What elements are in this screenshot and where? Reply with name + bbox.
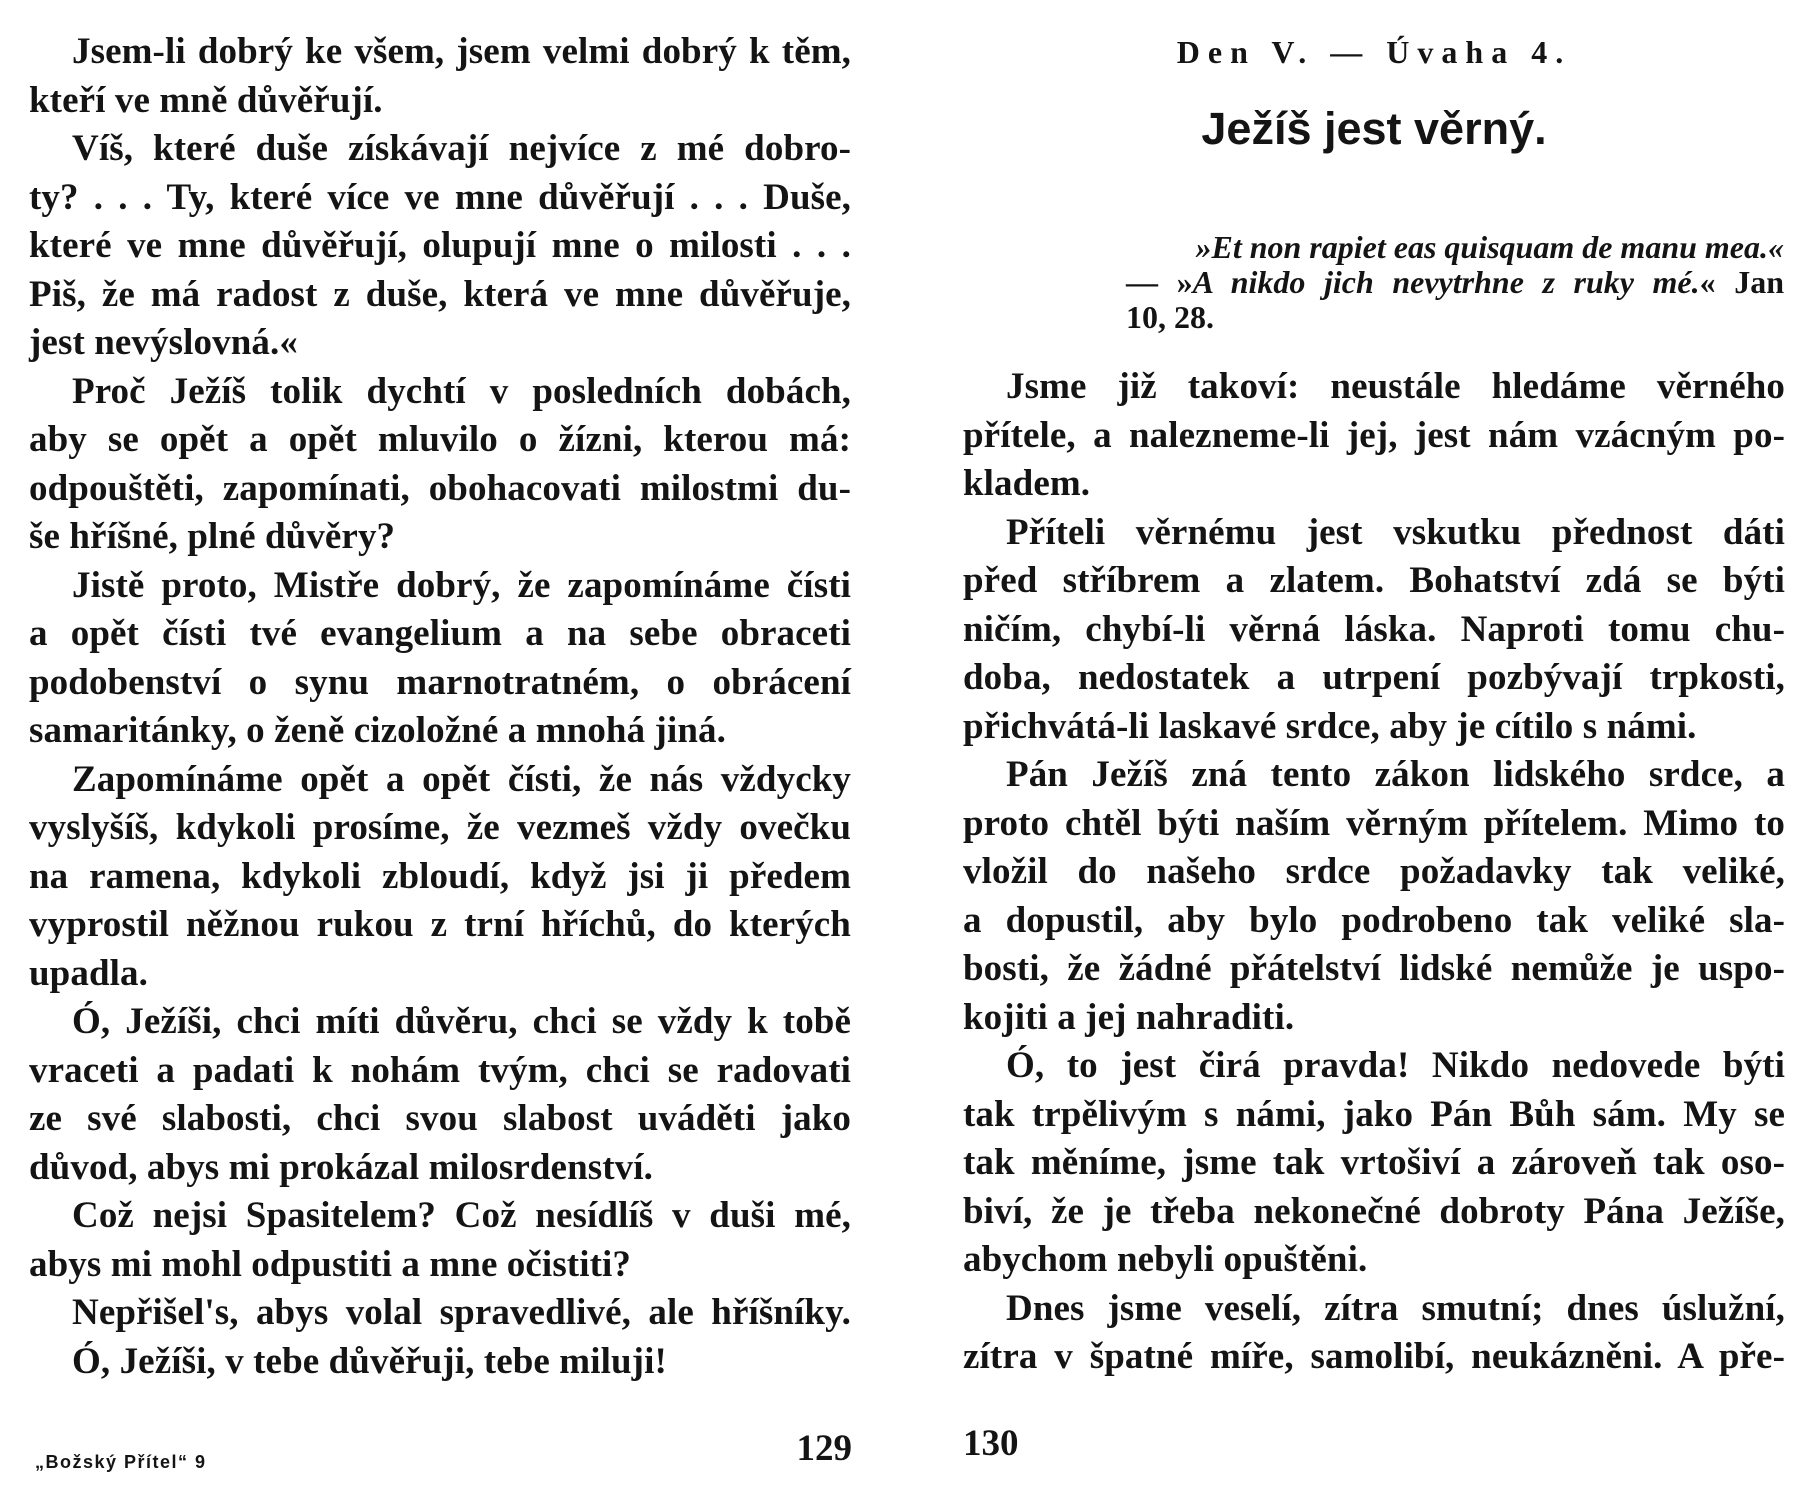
epigraph-czech-line — [1126, 265, 1784, 300]
text-line: které ve mne důvěřují, olupují mne o milosti . . . — [29, 225, 851, 266]
text-line: vyslyšíš, kdykoli prosíme, že vezmeš vždy ovečku — [29, 807, 851, 848]
text-line: še hříšné, plné důvěry? — [29, 516, 396, 557]
text-line: tak trpělivým s námi, jako Pán Bůh sám. My se — [963, 1093, 1785, 1135]
text-line: a dopustil, aby bylo podrobeno tak veliké sla- — [963, 899, 1785, 941]
text-line: bosti, že žádné přátelství lidské nemůže je uspo- — [963, 948, 1785, 989]
text-line: aby se opět a opět mluvilo o žízni, kterou má: — [29, 419, 851, 460]
text-line: Jsme již takoví: neustále hledáme věrného — [1006, 366, 1785, 407]
text-line: proto chtěl býti naším věrným přítelem. Mimo to — [963, 802, 1785, 844]
text-line: Pán Ježíš zná tento zákon lidského srdce, a — [1006, 754, 1785, 795]
epigraph-latin: »Et non rapiet eas quisquam de manu mea.« — [1195, 229, 1784, 265]
text-line: před stříbrem a zlatem. Bohatství zdá se býti — [963, 560, 1785, 601]
text-line: Ó, Ježíši, chci míti důvěru, chci se vždy k tobě — [72, 1001, 851, 1042]
text-line: Což nejsi Spasitelem? Což nesídlíš v duši mé, — [72, 1195, 851, 1236]
text-line: Nepřišel's, abys volal spravedlivé, ale hříšníky. — [72, 1292, 851, 1333]
text-line: ničím, chybí-li věrná láska. Naproti tomu chu- — [963, 608, 1785, 650]
text-line: doba, nedostatek a utrpení pozbývají trpkosti, — [963, 657, 1785, 698]
text-line: na ramena, kdykoli zbloudí, když jsi ji předem — [29, 855, 851, 897]
epigraph — [1126, 230, 1784, 335]
text-line: Jistě proto, Mistře dobrý, že zapomínáme čísti — [72, 564, 851, 606]
text-line: Piš, že má radost z duše, která ve mne důvěřuje, — [29, 273, 851, 315]
text-line: abys mi mohl odpustiti a mne očistiti? — [29, 1243, 632, 1285]
text-line: Jsem-li dobrý ke všem, jsem velmi dobrý k těm, — [72, 31, 851, 72]
text-line: Proč Ježíš tolik dychtí v posledních dobách, — [72, 370, 851, 412]
left-page — [0, 0, 900, 1500]
left-page-text — [29, 28, 851, 1386]
text-line: vyprostil něžnou rukou z trní hříchů, do kterých — [29, 904, 851, 945]
text-line: a opět čísti tvé evangelium a na sebe obraceti — [29, 613, 851, 654]
text-line: kojiti a jej nahraditi. — [963, 996, 1295, 1038]
epigraph-verse: 10, 28. — [1126, 299, 1214, 335]
text-line: abychom nebyli opuštěni. — [963, 1239, 1368, 1280]
text-line: biví, že je třeba nekonečné dobroty Pána Ježíše, — [963, 1190, 1785, 1232]
text-line: tak měníme, jsme tak vrtošiví a zároveň tak oso- — [963, 1142, 1785, 1183]
right-page — [900, 0, 1802, 1500]
text-line: ty? . . . Ty, které více ve mne důvěřují . . . Duše, — [29, 176, 851, 218]
text-line: kladem. — [963, 463, 1091, 504]
text-line: upadla. — [29, 952, 148, 994]
text-line: Víš, které duše získávají nejvíce z mé dobro- — [72, 128, 851, 169]
right-page-text — [963, 363, 1785, 1382]
text-line: přichvátá-li laskavé srdce, aby je cítilo s námi. — [963, 705, 1697, 747]
epigraph-reference: « Jan — [1699, 264, 1785, 300]
text-line: kteří ve mně důvěřují. — [29, 79, 383, 121]
text-line: důvod, abys mi prokázal milosrdenství. — [29, 1146, 654, 1188]
text-line: samaritánky, o ženě cizoložné a mnohá jiná. — [29, 710, 726, 751]
text-line: vložil do našeho srdce požadavky tak veliké, — [963, 851, 1785, 892]
page-number: 130 — [963, 1423, 1019, 1464]
epigraph-dash: — » — [1126, 264, 1193, 300]
page-title: Ježíš jest věrný. — [1201, 103, 1547, 154]
text-line: podobenství o synu marnotratném, o obrácení — [29, 661, 851, 703]
text-line: přítele, a nalezneme-li jej, jest nám vzácným po- — [963, 414, 1785, 456]
signature-mark: „Božský Přítel“ 9 — [35, 1452, 207, 1472]
text-line: jest nevýslovná.« — [29, 322, 298, 363]
text-line: Ó, to jest čirá pravda! Nikdo nedovede býti — [1006, 1045, 1785, 1086]
text-line: odpouštěti, zapomínati, obohacovati milostmi du- — [29, 467, 851, 509]
text-line: Ó, Ježíši, v tebe důvěřuji, tebe miluji! — [72, 1340, 667, 1382]
page-number: 129 — [796, 1428, 852, 1469]
text-line: ze své slabosti, chci svou slabost uváděti jako — [29, 1098, 851, 1139]
epigraph-czech: A nikdo jich nevytrhne z ruky mé. — [1192, 264, 1700, 300]
text-line: Dnes jsme veselí, zítra smutní; dnes úslužní, — [1006, 1287, 1785, 1329]
text-line: zítra v špatné míře, samolibí, neukázněni. A pře- — [963, 1336, 1785, 1377]
chapter-heading: Den V. — Úvaha 4. — [1176, 34, 1572, 70]
text-line: Zapomínáme opět a opět čísti, že nás vždycky — [72, 758, 851, 800]
text-line: vraceti a padati k nohám tvým, chci se radovati — [29, 1049, 851, 1091]
text-line: Příteli věrnému jest vskutku přednost dáti — [1006, 511, 1785, 553]
